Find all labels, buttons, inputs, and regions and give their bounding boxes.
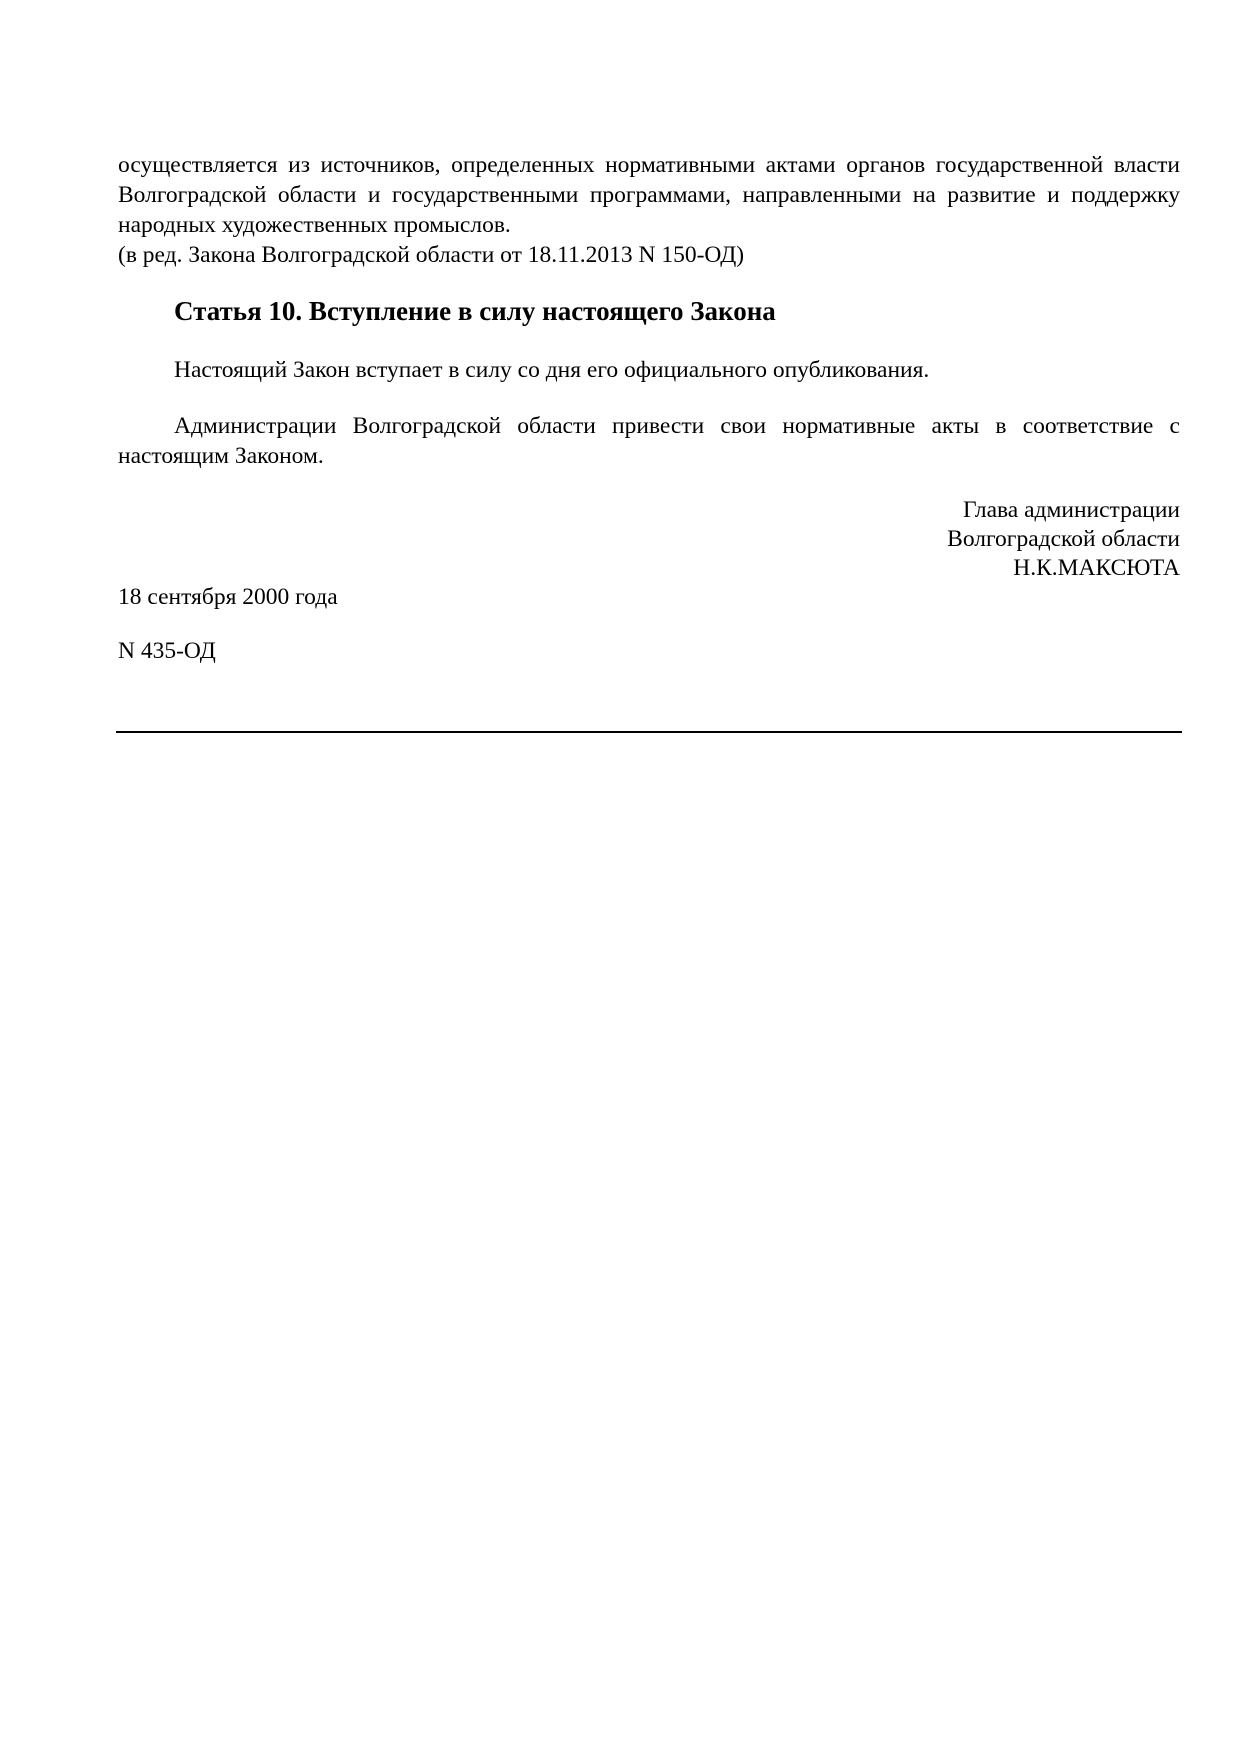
- signature-name: Н.К.МАКСЮТА: [1013, 555, 1180, 581]
- intro-paragraph: осуществляется из источников, определенных нормативными актами органов государственной власти Волгоградской области и государственными программами, направленными на развитие и поддержку народных художественных промыслов.: [118, 152, 1180, 238]
- signature-position-line1: Глава администрации: [963, 497, 1180, 523]
- document-date: 18 сентября 2000 года: [118, 584, 338, 610]
- horizontal-divider: [116, 731, 1182, 733]
- amendment-note: (в ред. Закона Волгоградской области от 18.11.2013 N 150-ОД): [118, 242, 745, 268]
- document-number: N 435-ОД: [118, 638, 216, 664]
- signature-block: [947, 496, 1180, 583]
- article-heading: Статья 10. Вступление в силу настоящего Закона: [174, 296, 776, 326]
- signature-position-line2: Волгоградской области: [947, 526, 1180, 552]
- article-paragraph-administration: Администрации Волгоградской области привести свои нормативные акты в соответствие с настоящим Законом.: [118, 413, 1180, 469]
- article-paragraph-entry-into-force: Настоящий Закон вступает в силу со дня его официального опубликования.: [174, 357, 930, 383]
